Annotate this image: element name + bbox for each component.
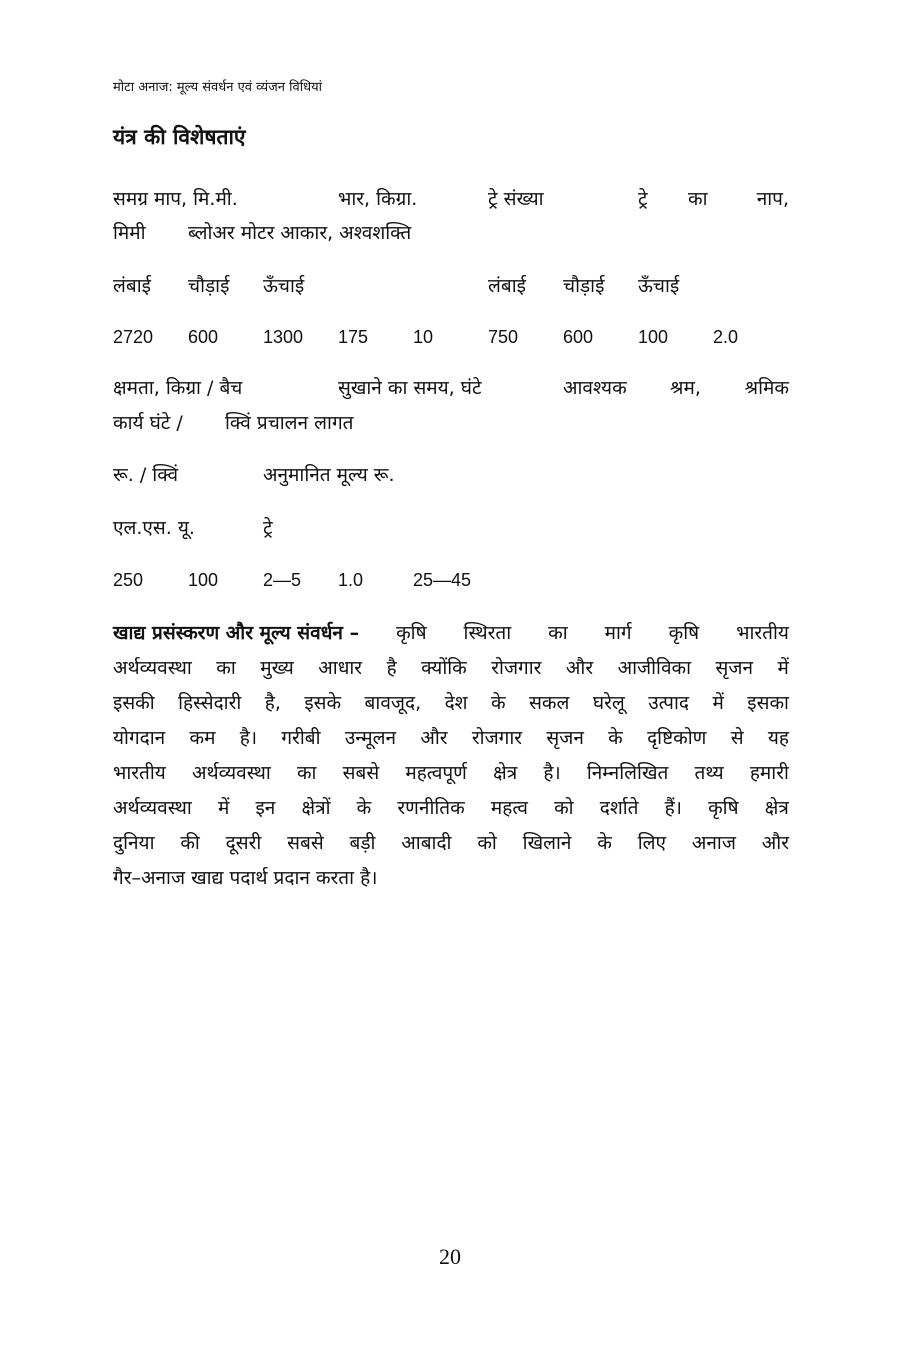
spec-cell: ट्रे संख्या	[488, 188, 544, 210]
spec-cell: सुखाने का समय, घंटे	[338, 377, 482, 399]
body-paragraph	[113, 616, 789, 896]
spec-cell: ट्रे	[263, 517, 273, 539]
spec-cell: चौड़ाई	[563, 275, 605, 297]
spec-value: 10	[413, 327, 434, 347]
spec-value: 100	[638, 327, 669, 347]
spec-row-header-2	[113, 372, 789, 404]
spec-value: 25—45	[413, 570, 472, 590]
paragraph-line	[113, 756, 789, 791]
paragraph-word: इन	[255, 797, 276, 819]
spec-cell: श्रम,	[670, 377, 701, 399]
paragraph-lead: खाद्य प्रसंस्करण और मूल्य संवर्धन –	[113, 622, 360, 644]
spec-row-dimensions	[113, 270, 789, 302]
spec-value: 250	[113, 570, 144, 590]
paragraph-word: के	[597, 832, 612, 854]
spec-value: 175	[338, 327, 369, 347]
spec-cell: भार, किग्रा.	[338, 188, 418, 210]
paragraph-word: आबादी	[401, 832, 452, 854]
paragraph-word: का	[548, 622, 568, 644]
spec-row-header-2b	[113, 407, 789, 439]
paragraph-line	[113, 651, 789, 686]
spec-value: 2—5	[263, 570, 302, 590]
spec-cell: क्विं प्रचालन लागत	[225, 412, 354, 434]
paragraph-line	[113, 616, 789, 651]
paragraph-word: महत्व	[490, 797, 528, 819]
spec-cell: कार्य घंटे /	[113, 412, 183, 434]
paragraph-word: में	[712, 692, 724, 714]
paragraph-word: में	[217, 797, 230, 819]
spec-cell: रू. / क्विं	[113, 464, 179, 486]
spec-cell: नाप,	[756, 188, 789, 210]
paragraph-word: है,	[264, 692, 281, 714]
paragraph-word: तथ्य	[694, 762, 724, 784]
paragraph-word: महत्वपूर्ण	[405, 762, 467, 784]
spec-cell: लंबाई	[113, 275, 151, 297]
paragraph-word: आधार	[318, 657, 363, 679]
paragraph-line	[113, 686, 789, 721]
paragraph-word: से	[730, 727, 744, 749]
paragraph-word: को	[477, 832, 497, 854]
paragraph-word: अर्थव्यवस्था	[191, 762, 271, 784]
spec-cell: ब्लोअर मोटर आकार, अश्वशक्ति	[188, 222, 412, 244]
paragraph-word: कृषि	[668, 622, 700, 644]
spec-cell: अनुमानित मूल्य रू.	[263, 464, 395, 486]
paragraph-word: देश	[444, 692, 468, 714]
paragraph-word: क्षेत्र	[493, 762, 518, 784]
section-heading: यंत्र की विशेषताएं	[113, 125, 246, 149]
paragraph-word: हिस्सेदारी	[178, 692, 242, 714]
paragraph-word: के	[356, 797, 372, 819]
spec-cell: ट्रे	[638, 188, 648, 210]
spec-cell: चौड़ाई	[188, 275, 230, 297]
paragraph-word: गरीबी	[281, 727, 321, 749]
paragraph-word: अर्थव्यवस्था	[113, 797, 192, 819]
paragraph-word: के	[608, 727, 623, 749]
paragraph-word: बावजूद,	[364, 692, 422, 714]
paragraph-word: है।	[239, 727, 258, 749]
spec-row-values-1	[113, 321, 789, 353]
paragraph-word: है।	[543, 762, 561, 784]
paragraph-word: इसका	[747, 692, 789, 714]
paragraph-word: की	[180, 832, 200, 854]
spec-row-header-3	[113, 459, 789, 491]
paragraph-word: दुनिया	[113, 832, 155, 854]
spec-row-header-1b	[113, 217, 789, 249]
spec-row-header-1	[113, 183, 789, 215]
paragraph-word: भारतीय	[113, 762, 166, 784]
paragraph-word: हैं।	[664, 797, 682, 819]
paragraph-word: लिए	[637, 832, 667, 854]
spec-cell: ऊँचाई	[263, 275, 305, 297]
paragraph-word: गैर–अनाज खाद्य पदार्थ प्रदान करता है।	[113, 867, 378, 889]
paragraph-line	[113, 826, 789, 861]
paragraph-word: कम	[189, 727, 216, 749]
paragraph-word: भारतीय	[736, 622, 789, 644]
spec-cell: लंबाई	[488, 275, 526, 297]
paragraph-word: कृषि	[708, 797, 739, 819]
paragraph-word: उत्पाद	[648, 692, 689, 714]
paragraph-word: सबसे	[287, 832, 324, 854]
paragraph-word: रोजगार	[471, 727, 523, 749]
paragraph-word: दूसरी	[225, 832, 262, 854]
paragraph-word: का	[296, 762, 317, 784]
paragraph-word: कृषि	[396, 622, 427, 644]
spec-row-values-2	[113, 564, 789, 596]
paragraph-line	[113, 721, 789, 756]
spec-cell: ऊँचाई	[638, 275, 680, 297]
spec-value: 2.0	[713, 327, 739, 347]
paragraph-word: योगदान	[113, 727, 166, 749]
paragraph-word: और	[761, 832, 789, 854]
paragraph-word: इसकी	[113, 692, 155, 714]
paragraph-word: बड़ी	[349, 832, 376, 854]
spec-value: 100	[188, 570, 219, 590]
spec-cell: आवश्यक	[563, 377, 627, 399]
spec-value: 1300	[263, 327, 304, 347]
spec-cell: का	[688, 188, 708, 210]
spec-cell: समग्र माप, मि.मी.	[113, 188, 238, 210]
paragraph-word: को	[554, 797, 574, 819]
paragraph-word: क्योंकि	[421, 657, 467, 679]
spec-cell: क्षमता, किग्रा / बैच	[113, 377, 243, 399]
paragraph-word: सकल	[529, 692, 570, 714]
paragraph-word: दृष्टिकोण	[647, 727, 707, 749]
spec-value: 600	[188, 327, 219, 347]
paragraph-line	[113, 861, 789, 896]
spec-value: 2720	[113, 327, 154, 347]
paragraph-word: रोजगार	[491, 657, 542, 679]
paragraph-word: और	[565, 657, 594, 679]
paragraph-word: निम्नलिखित	[586, 762, 669, 784]
paragraph-word: मुख्य	[260, 657, 294, 679]
paragraph-word: उन्मूलन	[344, 727, 397, 749]
paragraph-word: क्षेत्रों	[301, 797, 331, 819]
spec-cell: श्रमिक	[744, 377, 789, 399]
paragraph-word: है	[386, 657, 397, 679]
paragraph-word: अर्थव्यवस्था	[113, 657, 192, 679]
spec-value: 1.0	[338, 570, 364, 590]
paragraph-word: स्थिरता	[463, 622, 512, 644]
paragraph-word: सृजन	[715, 657, 754, 679]
paragraph-word: हमारी	[749, 762, 789, 784]
page-number: 20	[439, 1244, 461, 1269]
paragraph-word: का	[216, 657, 236, 679]
paragraph-word: में	[777, 657, 789, 679]
paragraph-word: रणनीतिक	[397, 797, 465, 819]
paragraph-word: आजीविका	[617, 657, 692, 679]
paragraph-word: यह	[767, 727, 789, 749]
spec-row-header-4	[113, 512, 789, 544]
paragraph-word: इसके	[304, 692, 342, 714]
paragraph-word: दर्शाते	[599, 797, 639, 819]
spec-cell: मिमी	[113, 222, 146, 244]
paragraph-word: खिलाने	[522, 832, 572, 854]
spec-cell: एल.एस. यू.	[113, 517, 195, 539]
paragraph-word: और	[420, 727, 448, 749]
spec-value: 750	[488, 327, 519, 347]
running-head: मोटा अनाज: मूल्य संवर्धन एवं व्यंजन विधियां	[113, 80, 323, 95]
paragraph-line	[113, 791, 789, 826]
paragraph-word: के	[491, 692, 506, 714]
spec-value: 600	[563, 327, 594, 347]
paragraph-word: अनाज	[691, 832, 736, 854]
paragraph-word: मार्ग	[604, 622, 632, 644]
paragraph-word: क्षेत्र	[764, 797, 789, 819]
paragraph-word: घरेलू	[592, 692, 625, 714]
paragraph-word: सबसे	[342, 762, 380, 784]
paragraph-word: सृजन	[546, 727, 584, 749]
